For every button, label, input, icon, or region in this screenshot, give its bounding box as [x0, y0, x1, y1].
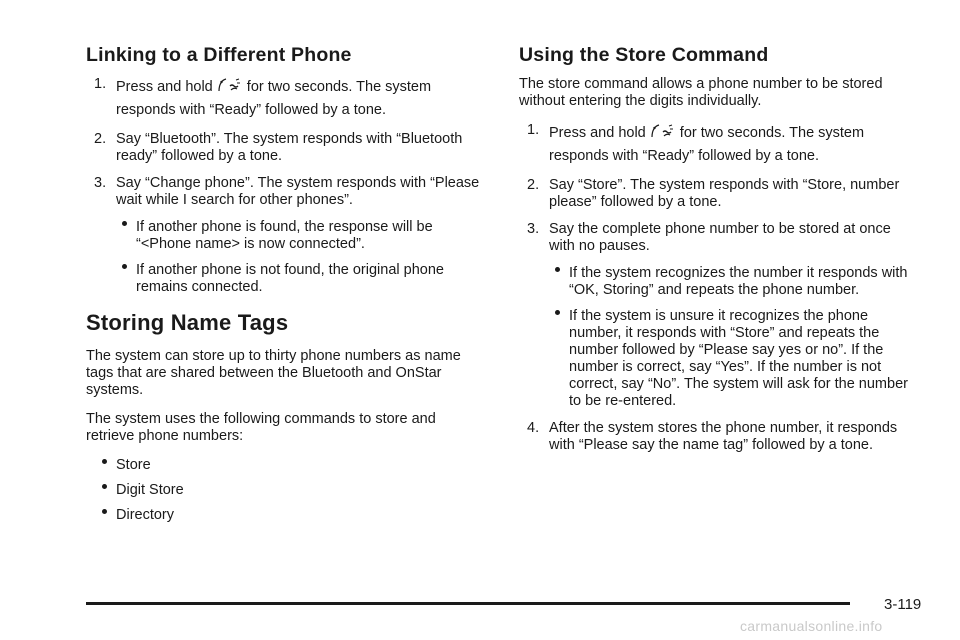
list-item — [86, 457, 486, 474]
step-number: 2. — [94, 131, 107, 147]
step-item — [519, 177, 919, 211]
step-text-post: for two seconds. The system — [246, 79, 432, 95]
bullet-icon — [122, 264, 127, 269]
watermark: carmanualsonline.info — [740, 618, 883, 634]
section-heading-linking: Linking to a Different Phone — [86, 44, 352, 66]
step-text: Say “Store”. The system responds with “Store, number please” followed by a tone. — [549, 177, 900, 210]
bullet-text: If the system is unsure it recognizes the phone number, it responds with “Store” and repeats the number followed by “Please say yes or no”. If the number is correct, say “Yes”. If the number is not correct, say “No”. The system will ask for the number to be re-entered. — [569, 308, 908, 409]
step-item — [86, 76, 486, 121]
step-item — [86, 131, 486, 165]
list-item — [549, 308, 919, 410]
list-item — [86, 507, 486, 524]
step-number: 2. — [527, 177, 540, 193]
bullet-text: If the system recognizes the number it responds with “OK, Storing” and repeats the phone number. — [569, 265, 908, 298]
list-item — [116, 262, 486, 296]
command-list — [86, 457, 486, 524]
step-text-rest: responds with “Ready” followed by a tone. — [116, 102, 387, 118]
command-name: Store — [116, 457, 151, 473]
step-line — [549, 122, 864, 145]
list-item — [86, 482, 486, 499]
bullet-icon — [102, 509, 107, 514]
step-text-pre: Press and hold — [116, 79, 213, 95]
store-intro-paragraph: The store command allows a phone number to be stored without entering the digits individually. — [519, 76, 883, 109]
step-bullets — [549, 265, 919, 410]
bullet-icon — [555, 310, 560, 315]
storing-paragraph: The system can store up to thirty phone numbers as name tags that are shared between the Bluetooth and OnStar systems. — [86, 348, 461, 398]
step-item — [519, 420, 919, 454]
step-number: 1. — [94, 76, 107, 92]
step-text-rest: responds with “Ready” followed by a tone. — [549, 148, 820, 164]
step-number: 3. — [94, 175, 107, 191]
right-column — [519, 40, 919, 464]
step-bullets — [116, 219, 486, 296]
store-steps — [519, 122, 919, 454]
command-name: Directory — [116, 507, 175, 523]
bullet-icon — [102, 459, 107, 464]
step-text: Say “Bluetooth”. The system responds with “Bluetooth ready” followed by a tone. — [116, 131, 463, 164]
bullet-text: If another phone is not found, the original phone remains connected. — [136, 262, 444, 295]
section-heading-store-command: Using the Store Command — [519, 44, 769, 66]
bullet-text: If another phone is found, the response will be “<Phone name> is now connected”. — [136, 219, 433, 252]
left-column — [86, 40, 486, 532]
footer-rule — [86, 602, 850, 605]
list-item — [116, 219, 486, 253]
bullet-icon — [555, 267, 560, 272]
page-number: 3-119 — [884, 596, 922, 613]
bullet-icon — [102, 484, 107, 489]
voice-talk-icon — [651, 123, 675, 145]
step-text: After the system stores the phone number, it responds with “Please say the name tag” followed by a tone. — [549, 420, 898, 453]
step-line — [116, 76, 431, 99]
list-item — [549, 265, 919, 299]
step-text-post: for two seconds. The system — [679, 125, 865, 141]
step-text: Say the complete phone number to be stored at once with no pauses. — [549, 221, 891, 254]
step-text: Say “Change phone”. The system responds with “Please wait while I search for other phones”. — [116, 175, 480, 208]
storing-paragraph: The system uses the following commands to store and retrieve phone numbers: — [86, 411, 436, 444]
step-item — [519, 122, 919, 167]
voice-talk-icon — [218, 77, 242, 99]
step-item — [519, 221, 919, 410]
step-number: 1. — [527, 122, 540, 138]
linking-steps — [86, 76, 486, 296]
step-number: 4. — [527, 420, 540, 436]
step-number: 3. — [527, 221, 540, 237]
step-item — [86, 175, 486, 296]
step-text-pre: Press and hold — [549, 125, 646, 141]
section-heading-storing: Storing Name Tags — [86, 310, 289, 335]
command-name: Digit Store — [116, 482, 184, 498]
bullet-icon — [122, 221, 127, 226]
